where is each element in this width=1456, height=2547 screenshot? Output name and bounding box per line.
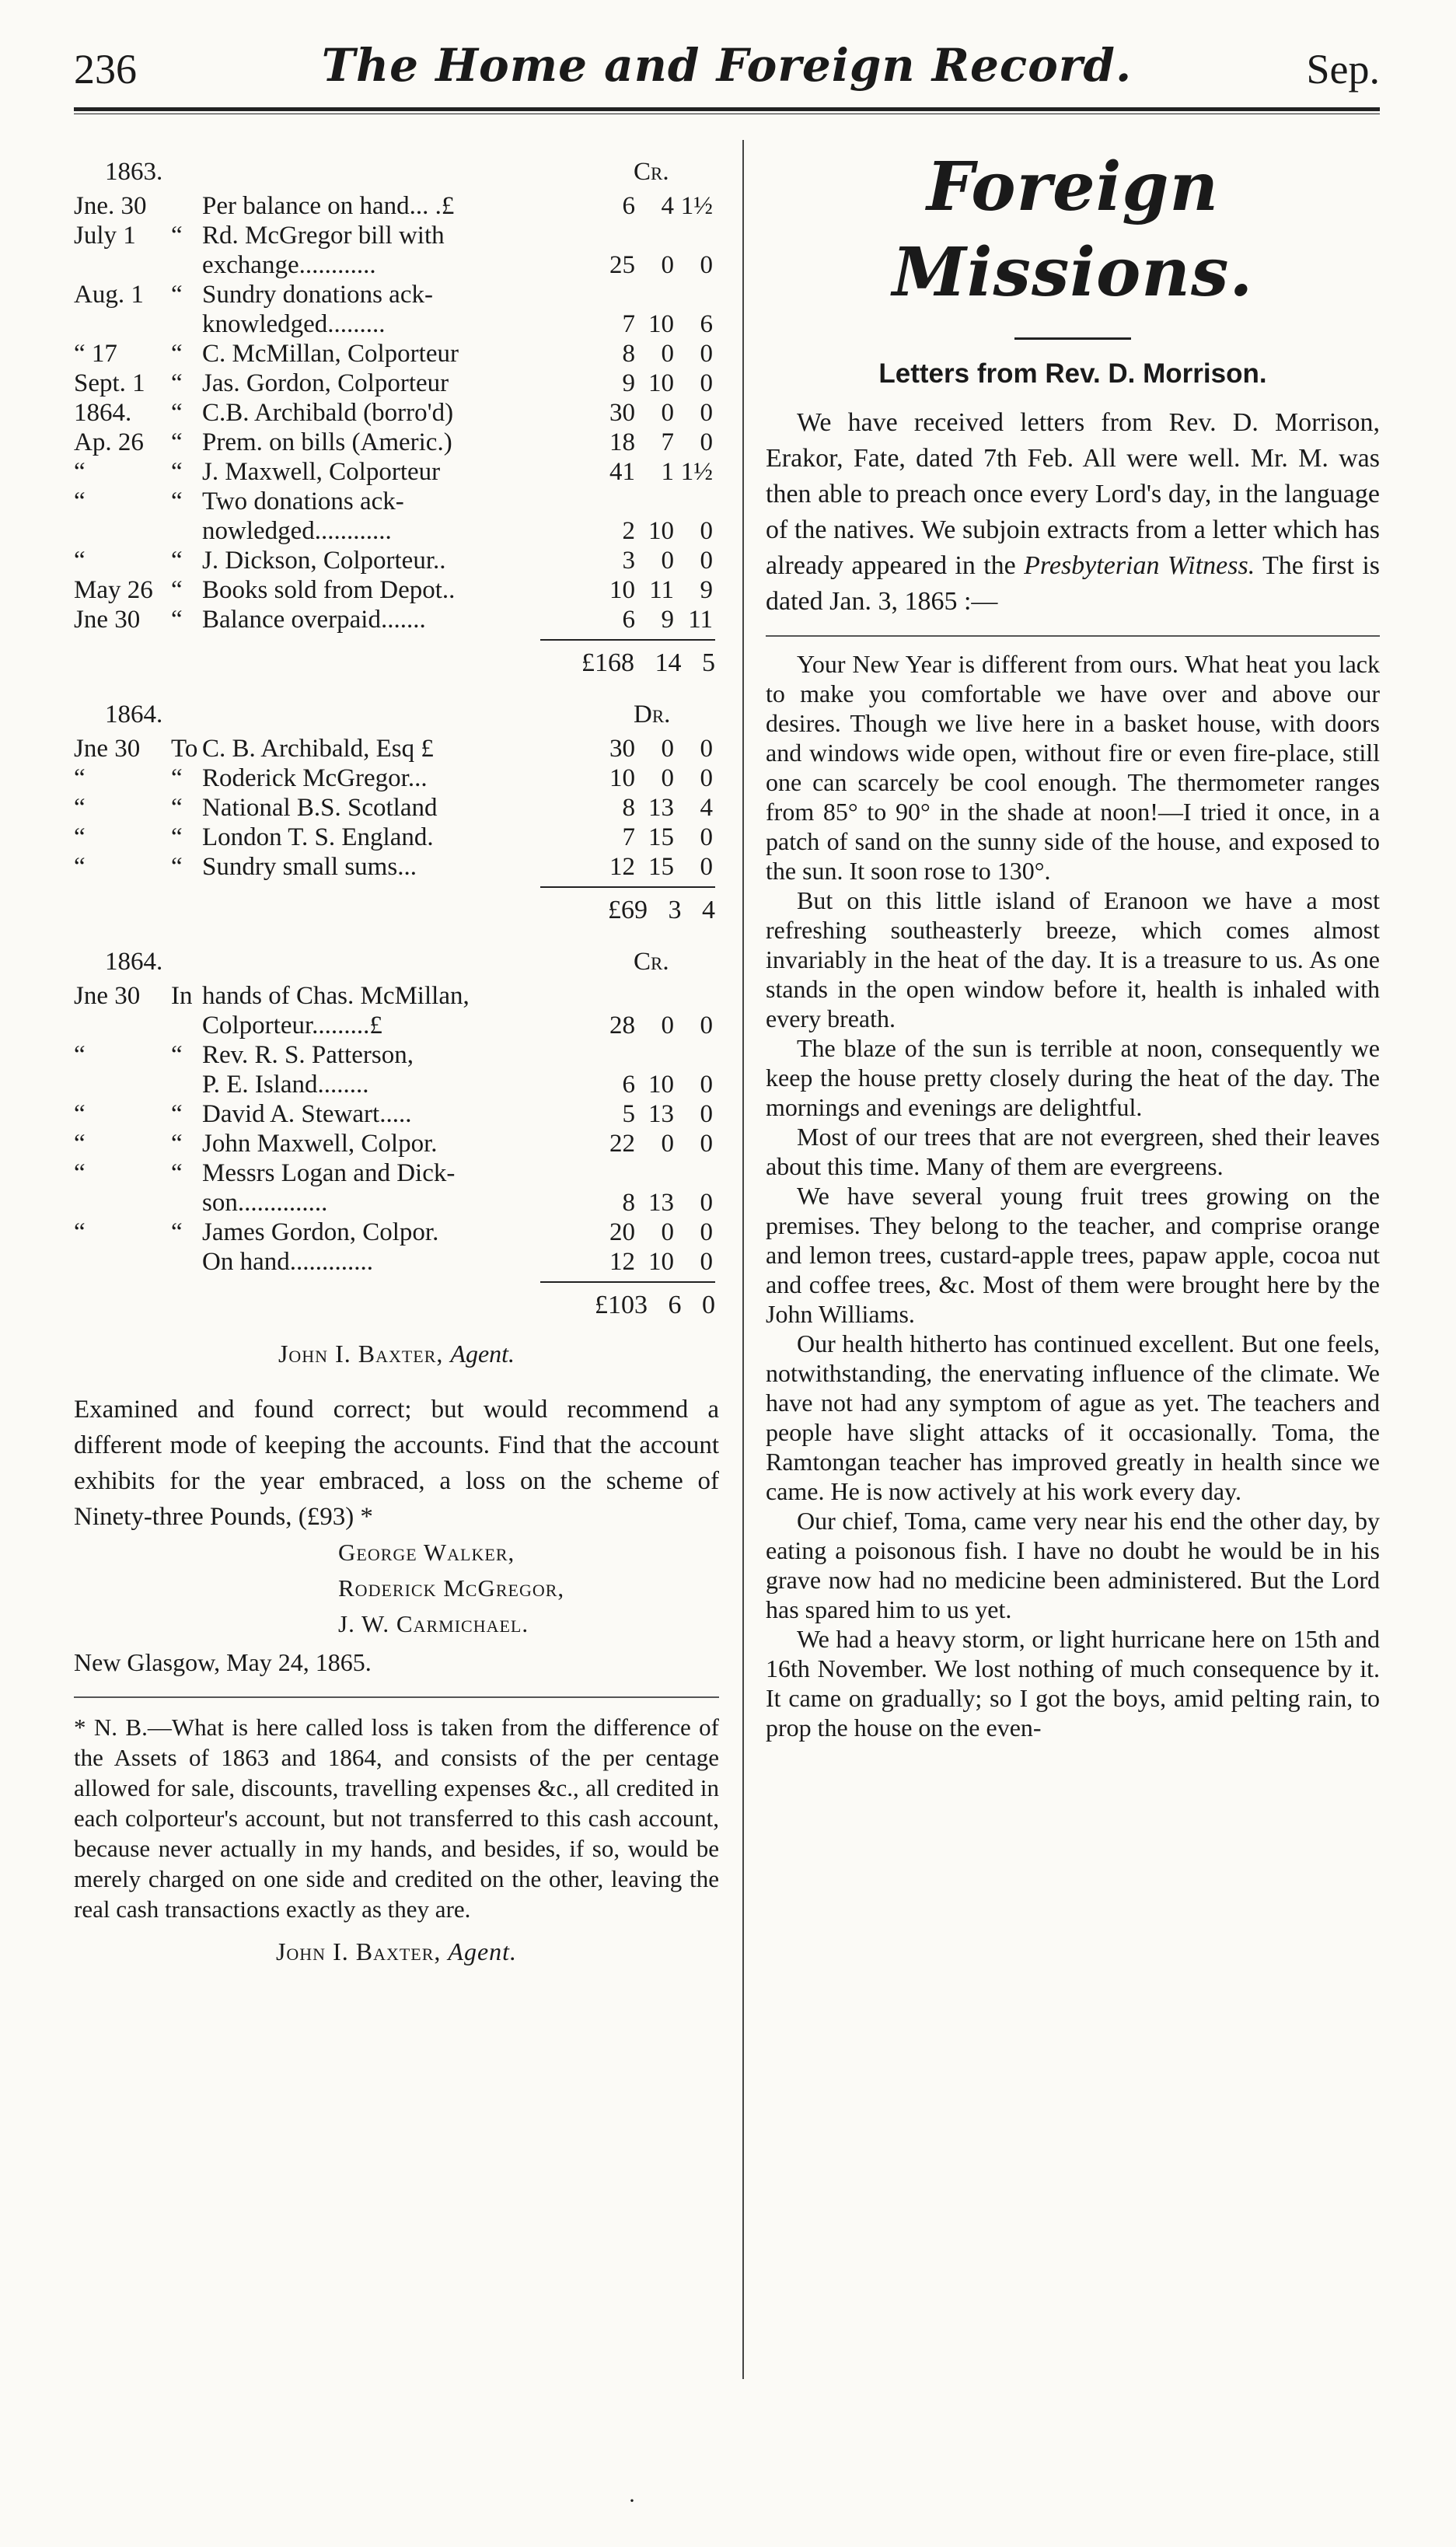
row-prefix: “	[171, 853, 183, 881]
row-pounds	[591, 981, 641, 1011]
row-pence: 0	[700, 517, 713, 545]
intro-italic: Presbyterian Witness.	[1024, 551, 1255, 580]
row-date: “	[74, 1100, 86, 1128]
row-pounds: 41	[609, 458, 635, 486]
row-pence	[680, 221, 719, 250]
row-pence: 0	[700, 369, 713, 397]
account-row	[74, 852, 719, 882]
row-description: Sundry small sums...	[202, 853, 417, 881]
row-date: “	[74, 764, 86, 792]
account-row	[74, 1070, 719, 1099]
row-prefix: In	[171, 982, 193, 1010]
account-row	[74, 457, 719, 487]
section3-heading	[74, 941, 719, 981]
row-shillings: 10	[648, 369, 674, 397]
row-shillings: 13	[648, 1100, 674, 1128]
row-pounds	[591, 487, 641, 516]
row-pounds: 6	[622, 606, 635, 634]
article-subtitle: Letters from Rev. D. Morrison.	[878, 358, 1267, 389]
row-shillings: 10	[648, 1071, 674, 1099]
agent2-name: John I. Baxter,	[275, 1937, 442, 1965]
row-description: London T. S. England.	[202, 823, 434, 851]
row-pence: 1½	[680, 458, 713, 486]
row-prefix: “	[171, 764, 183, 792]
row-pence	[680, 280, 719, 309]
row-pence: 0	[700, 764, 713, 792]
row-pounds: 5	[622, 1100, 635, 1128]
letter-paragraph: But on this little island of Eranoon we have a most refreshing southeasterly breeze, which comes almost invariably in the heat of the day. It is a treasure to us. As one stands in the open window before it, health is inhaled with every breath.	[766, 886, 1380, 1032]
row-pence: 0	[700, 1248, 713, 1276]
note-rule	[74, 1696, 719, 1698]
row-shillings: 15	[648, 823, 674, 851]
row-date	[74, 1070, 171, 1099]
row-date: Aug. 1	[74, 281, 144, 309]
row-date	[74, 309, 171, 339]
row-shillings	[641, 1040, 680, 1070]
letter-paragraph: The blaze of the sun is terrible at noon, consequently we keep the house pretty closely during the heat of the day. The mornings and evenings are delightful.	[766, 1034, 1380, 1121]
letter-paragraph: We had a heavy storm, or light hurricane here on 15th and 16th November. We lost nothing of much consequence by it. It came on gradually; so I got the boys, amid pelting rain, to prop the house on the even-	[766, 1625, 1380, 1742]
account-row	[74, 280, 719, 309]
agent-signature	[74, 1339, 719, 1368]
row-pounds: 6	[622, 1071, 635, 1099]
account-row	[74, 487, 719, 516]
row-prefix: “	[171, 369, 183, 397]
row-shillings: 7	[661, 428, 674, 456]
section2-total-amount: £69 3 4	[608, 896, 715, 924]
row-prefix	[171, 516, 202, 546]
row-prefix	[171, 1188, 202, 1218]
intro-rule	[766, 635, 1380, 637]
row-description: Jas. Gordon, Colporteur	[202, 369, 449, 397]
account-row	[74, 763, 719, 793]
row-description: knowledged.........	[202, 310, 386, 338]
row-pounds: 6	[622, 192, 635, 220]
account-row	[74, 369, 719, 398]
account-row	[74, 1011, 719, 1040]
row-pence: 0	[700, 1071, 713, 1099]
signatory-2: Roderick McGregor,	[338, 1574, 565, 1602]
row-description: P. E. Island........	[202, 1071, 369, 1099]
page-number: 236	[74, 46, 137, 93]
row-pounds: 3	[622, 547, 635, 575]
agent2-title: Agent.	[448, 1937, 518, 1965]
row-shillings	[641, 221, 680, 250]
row-pounds: 25	[609, 251, 635, 279]
account-row	[74, 1099, 719, 1129]
letter-paragraph: Our chief, Toma, came very near his end the other day, by eating a poisonous fish. I have no doubt he would be in his grave now had no medicine been administered. But the Lord has spared him to us yet.	[766, 1507, 1380, 1623]
row-date	[74, 250, 171, 280]
row-pence: 0	[700, 399, 713, 427]
row-shillings: 0	[661, 1218, 674, 1246]
row-pence	[680, 1158, 719, 1188]
intro-paragraph	[766, 405, 1380, 620]
row-prefix: “	[171, 340, 183, 368]
row-shillings: 0	[661, 340, 674, 368]
row-date: “	[74, 823, 86, 851]
row-pence: 0	[700, 1100, 713, 1128]
row-prefix: “	[171, 428, 183, 456]
row-shillings	[641, 280, 680, 309]
row-date	[74, 1247, 171, 1277]
row-shillings: 0	[661, 764, 674, 792]
row-pounds: 12	[609, 853, 635, 881]
row-description: Rd. McGregor bill with	[202, 222, 445, 250]
row-pence: 6	[700, 310, 713, 338]
intro-text-a: We have received letters from Rev. D. Morrison, Erakor, Fate, dated 7th Feb. All were well. Mr. M. was then able to preach once every Lord's day, in the language of the natives. We subjoin extracts from a letter which has already appeared in the	[766, 408, 1380, 580]
row-pence: 0	[700, 853, 713, 881]
month-label: Sep.	[1306, 46, 1380, 93]
auditor-signatures	[74, 1535, 719, 1642]
row-prefix: “	[171, 458, 183, 486]
row-description: John Maxwell, Colpor.	[202, 1130, 438, 1158]
account-row	[74, 1129, 719, 1158]
row-prefix: “	[171, 576, 183, 604]
row-prefix	[171, 1247, 202, 1277]
row-date	[74, 1188, 171, 1218]
row-pence: 0	[700, 428, 713, 456]
row-shillings	[641, 1158, 680, 1188]
section1-total-amount: £168 14 5	[581, 648, 715, 677]
row-prefix: To	[171, 735, 198, 763]
row-pence: 0	[700, 1011, 713, 1039]
letter-paragraph: Our health hitherto has continued excellent. But one feels, notwithstanding, the enervating influence of the climate. We have not had any symptom of ague as yet. The teachers and people have slight attacks of it occasionally. Toma, the Ramtongan teacher has improved greatly in health since we came. He is now actively at his work every day.	[766, 1329, 1380, 1505]
row-shillings: 0	[661, 1130, 674, 1158]
row-description: National B.S. Scotland	[202, 794, 438, 822]
agent-title: Agent.	[450, 1340, 515, 1368]
missions-column	[766, 140, 1380, 1742]
row-shillings: 15	[648, 853, 674, 881]
total-rule	[540, 639, 715, 641]
row-prefix: “	[171, 1100, 183, 1128]
row-pounds: 10	[609, 764, 635, 792]
row-description: C. B. Archibald, Esq £	[202, 735, 434, 763]
row-pounds: 8	[622, 794, 635, 822]
row-pence: 11	[688, 606, 713, 634]
row-shillings: 13	[648, 794, 674, 822]
place-date: New Glasgow, May 24, 1865.	[74, 1648, 372, 1676]
row-description: Prem. on bills (Americ.)	[202, 428, 452, 456]
section2-year: 1864.	[105, 701, 163, 728]
row-prefix: “	[171, 222, 183, 250]
row-shillings: 1	[661, 458, 674, 486]
row-description: James Gordon, Colpor.	[202, 1218, 439, 1246]
row-date: “	[74, 853, 86, 881]
row-description: son..............	[202, 1189, 328, 1217]
row-date: Ap. 26	[74, 428, 144, 456]
row-prefix	[171, 250, 202, 280]
section3-side: Cr.	[634, 948, 669, 976]
section2-side: Dr.	[634, 701, 671, 728]
row-shillings: 0	[661, 547, 674, 575]
row-pounds	[591, 280, 641, 309]
row-prefix: “	[171, 547, 183, 575]
account-row	[74, 575, 719, 605]
section3-rows	[74, 981, 719, 1277]
row-pence: 0	[700, 735, 713, 763]
account-row	[74, 250, 719, 280]
row-shillings: 0	[661, 399, 674, 427]
total-rule	[540, 1281, 715, 1283]
row-prefix	[171, 1070, 202, 1099]
row-description: Books sold from Depot..	[202, 576, 456, 604]
row-pounds: 10	[609, 576, 635, 604]
row-description: Sundry donations ack-	[202, 281, 433, 309]
row-pounds: 8	[622, 1189, 635, 1217]
row-shillings: 4	[661, 192, 674, 220]
row-date: Jne 30	[74, 982, 141, 1010]
row-date	[74, 516, 171, 546]
section-title: Foreign Missions.	[892, 148, 1254, 312]
row-pence: 0	[700, 823, 713, 851]
agent-signature-2	[74, 1937, 719, 1966]
row-pence	[680, 981, 719, 1011]
section3-total-amount: £103 6 0	[595, 1291, 715, 1319]
row-pence: 0	[700, 251, 713, 279]
row-shillings: 10	[648, 1248, 674, 1276]
row-date: “	[74, 458, 86, 486]
row-description: Per balance on hand... .£	[202, 192, 455, 220]
row-pence: 0	[700, 1218, 713, 1246]
account-row	[74, 339, 719, 369]
row-shillings	[641, 487, 680, 516]
row-prefix: “	[171, 1041, 183, 1069]
row-pounds: 28	[609, 1011, 635, 1039]
row-date: July 1	[74, 222, 136, 250]
row-pence: 0	[700, 547, 713, 575]
signatory-1: George Walker,	[338, 1539, 515, 1566]
account-row	[74, 221, 719, 250]
row-pounds	[591, 1040, 641, 1070]
row-pounds: 30	[609, 735, 635, 763]
row-shillings: 11	[649, 576, 674, 604]
row-date: 1864.	[74, 399, 132, 427]
row-description: On hand.............	[202, 1248, 373, 1276]
row-description: C.B. Archibald (borro'd)	[202, 399, 454, 427]
agent-name: John I. Baxter,	[278, 1340, 444, 1368]
row-description: J. Dickson, Colporteur..	[202, 547, 446, 575]
row-pounds: 20	[609, 1218, 635, 1246]
row-shillings: 10	[648, 310, 674, 338]
row-pence: 9	[700, 576, 713, 604]
account-row	[74, 793, 719, 823]
row-date: “	[74, 547, 86, 575]
row-prefix: “	[171, 1159, 183, 1187]
row-pence: 0	[700, 1189, 713, 1217]
account-row	[74, 1158, 719, 1188]
row-pounds	[591, 1158, 641, 1188]
account-row	[74, 1247, 719, 1277]
row-description: J. Maxwell, Colporteur	[202, 458, 441, 486]
account-row	[74, 823, 719, 852]
row-pounds: 12	[609, 1248, 635, 1276]
letter-paragraph: We have several young fruit trees growing on the premises. They belong to the teacher, and comprise orange and lemon trees, custard-apple trees, papaw apple, cocoa nut and coffee trees, &c. Most of them were brought here by the John Williams.	[766, 1182, 1380, 1328]
section3-total	[74, 1277, 719, 1325]
row-date: May 26	[74, 576, 153, 604]
row-description: exchange............	[202, 251, 376, 279]
row-shillings: 0	[661, 251, 674, 279]
letter-paragraph: Your New Year is different from ours. What heat you lack to make you comfortable we have over and above our desires. Though we live here in a basket house, with doors and windows wide open, without fire or even fire-place, still one can scarcely be cool enough. The thermometer ranges from 85° to 90° in the shade at noon!—I tried it once, in a patch of sand on the sunny side of the house, and exposed to the sun. It soon rose to 130°.	[766, 650, 1380, 885]
row-date: Jne 30	[74, 606, 141, 634]
row-date: Sept. 1	[74, 369, 145, 397]
row-description: hands of Chas. McMillan,	[202, 982, 470, 1010]
running-header	[74, 31, 1380, 109]
account-row	[74, 546, 719, 575]
column-divider	[742, 140, 744, 2379]
account-row	[74, 428, 719, 457]
account-row	[74, 981, 719, 1011]
total-rule	[540, 886, 715, 888]
row-prefix	[171, 191, 202, 221]
row-prefix	[171, 1011, 202, 1040]
auditor-paragraph: Examined and found correct; but would recommend a different mode of keeping the accounts. Find that the account exhibits for the year embraced, a loss on the scheme of Ninety-three Pounds, (£93) *	[74, 1396, 719, 1531]
row-shillings: 10	[648, 517, 674, 545]
row-date: “	[74, 1159, 86, 1187]
row-date: Jne. 30	[74, 192, 147, 220]
row-pounds: 8	[622, 340, 635, 368]
row-prefix: “	[171, 606, 183, 634]
row-date: “	[74, 794, 86, 822]
account-row	[74, 309, 719, 339]
row-description: Messrs Logan and Dick-	[202, 1159, 456, 1187]
account-row	[74, 398, 719, 428]
section1-year: 1863.	[105, 158, 163, 186]
row-description: Balance overpaid.......	[202, 606, 426, 634]
title-rule	[1014, 337, 1131, 340]
account-row	[74, 1040, 719, 1070]
row-date: “ 17	[74, 340, 117, 368]
row-description: C. McMillan, Colporteur	[202, 340, 459, 368]
section1-total	[74, 634, 719, 683]
account-row	[74, 191, 719, 221]
row-prefix: “	[171, 823, 183, 851]
row-pounds: 7	[622, 310, 635, 338]
row-date: “	[74, 1041, 86, 1069]
row-description: David A. Stewart.....	[202, 1100, 412, 1128]
row-pounds	[591, 221, 641, 250]
header-rule	[74, 107, 1380, 111]
account-row	[74, 516, 719, 546]
row-shillings: 13	[648, 1189, 674, 1217]
row-description: Two donations ack-	[202, 487, 404, 515]
row-pounds: 9	[622, 369, 635, 397]
row-date: “	[74, 487, 86, 515]
row-prefix: “	[171, 1218, 183, 1246]
row-pounds: 7	[622, 823, 635, 851]
running-title: The Home and Foreign Record.	[321, 39, 1133, 92]
row-pence: 1½	[680, 192, 713, 220]
row-description: Rev. R. S. Patterson,	[202, 1041, 414, 1069]
row-prefix: “	[171, 794, 183, 822]
row-pence: 4	[700, 794, 713, 822]
row-pence: 0	[700, 340, 713, 368]
row-pence	[680, 1040, 719, 1070]
row-description: Roderick McGregor...	[202, 764, 428, 792]
row-pounds: 2	[622, 517, 635, 545]
footnote: * N. B.—What is here called loss is taken from the difference of the Assets of 1863 and 1864, and consists of the per centage allowed for sale, discounts, travelling expenses &c., all credited in each colporteur's account, but not transferred to this cash account, because never actually in my hands, and besides, if so, would be merely charged on one side and credited on the other, leaving the real cash transactions exactly as they are.	[74, 1714, 719, 1923]
letter-paragraph: Most of our trees that are not evergreen, shed their leaves about this time. Many of them are evergreens.	[766, 1123, 1380, 1180]
row-shillings: 0	[661, 1011, 674, 1039]
account-row	[74, 1218, 719, 1247]
row-description: nowledged............	[202, 517, 392, 545]
account-row	[74, 605, 719, 634]
section2-rows	[74, 734, 719, 882]
account-row	[74, 1188, 719, 1218]
row-pounds: 22	[609, 1130, 635, 1158]
section2-total	[74, 882, 719, 930]
row-date: “	[74, 1130, 86, 1158]
row-date	[74, 1011, 171, 1040]
row-pounds: 18	[609, 428, 635, 456]
row-pounds: 30	[609, 399, 635, 427]
section1-side: Cr.	[634, 158, 669, 186]
intro-text-b: The first is dated Jan. 3, 1865 :—	[766, 551, 1380, 616]
account-row	[74, 734, 719, 763]
row-pence	[680, 487, 719, 516]
row-description: Colporteur.........£	[202, 1011, 382, 1039]
section1-heading	[74, 151, 719, 191]
section2-heading	[74, 694, 719, 734]
signatory-3: J. W. Carmichael.	[338, 1610, 529, 1637]
stray-dot: ·	[628, 2488, 636, 2514]
row-shillings: 0	[661, 735, 674, 763]
row-prefix: “	[171, 399, 183, 427]
row-date: Jne 30	[74, 735, 141, 763]
row-shillings	[641, 981, 680, 1011]
row-date: “	[74, 1218, 86, 1246]
row-prefix	[171, 309, 202, 339]
row-shillings: 9	[661, 606, 674, 634]
account-column	[74, 140, 719, 1966]
row-prefix: “	[171, 1130, 183, 1158]
letter-body	[766, 649, 1380, 1742]
row-pence: 0	[700, 1130, 713, 1158]
section1-rows	[74, 191, 719, 634]
section3-year: 1864.	[105, 948, 163, 976]
row-prefix: “	[171, 281, 183, 309]
row-prefix: “	[171, 487, 183, 515]
